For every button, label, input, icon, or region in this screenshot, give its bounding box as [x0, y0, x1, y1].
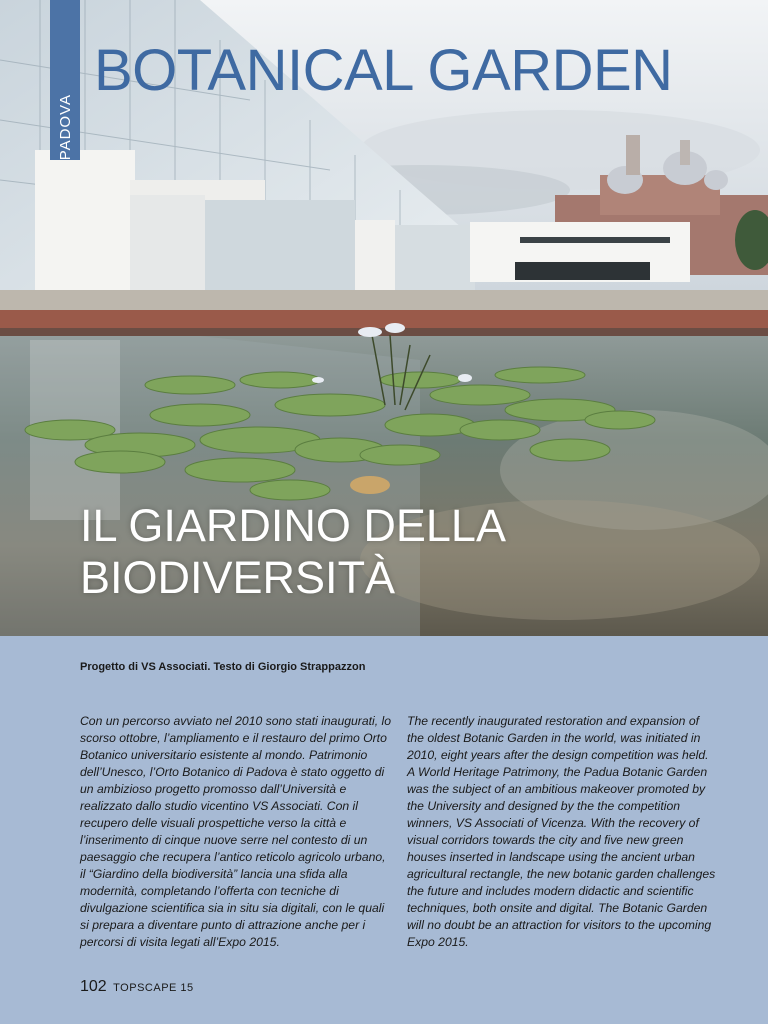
magazine-name: TOPSCAPE 15: [113, 982, 194, 994]
section-tab-label: [50, 0, 80, 160]
article-headline: [80, 500, 506, 604]
body-column-english: The recently inaugurated restoration and expansion of the oldest Botanic Garden in the world, was initiated in 2010, eight years after the design competition was held. A World Heritage Patrimony, the Padua Botanic Garden was the subject of an ambitious makeover promoted by the University and designed by the the competition winners, VS Associati of Vicenza. With the recovery of visual corridors towards the city and five new green houses inserted in landscape using the ancient urban agricultural rectangle, the new botanic garden challenges the future and includes modern didactic and scientific techniques, both onsite and digital. The Botanic Garden will no doubt be an attraction for visitors to the upcoming Expo 2015.: [407, 714, 716, 949]
section-label: PADOVA: [56, 93, 74, 160]
headline-line-2: BIODIVERSITÀ: [80, 551, 396, 603]
article-credits: Progetto di VS Associati. Testo di Giorgio Strappazzon: [80, 661, 366, 673]
article-title: BOTANICAL GARDEN: [94, 38, 673, 103]
page-footer: [80, 978, 194, 996]
body-column-italian: Con un percorso avviato nel 2010 sono stati inaugurati, lo scorso ottobre, l’ampliamento e il restauro del primo Orto Botanico universitario esistente al mondo. Patrimonio dell’Unesco, l’Orto Botanico di Padova è stato oggetto di un ambizioso progetto promosso dall’Università e realizzato dallo studio vicentino VS Associati. Con il recupero delle visuali prospettiche verso la città e l’inserimento di cinque nuove serre nel contesto di un paesaggio che recupera l’antico reticolo agricolo urbano, il “Giardino della biodiversità” lancia una sfida alla modernità, completando l’offerta con tecniche di divulgazione scientifica sia in situ sia digitali, con le quali si prepara a diventare punto di attrazione anche per i percorsi di visita legati all’Expo 2015.: [80, 714, 391, 949]
headline-line-1: IL GIARDINO DELLA: [80, 500, 506, 551]
page-number: 102: [80, 978, 107, 995]
